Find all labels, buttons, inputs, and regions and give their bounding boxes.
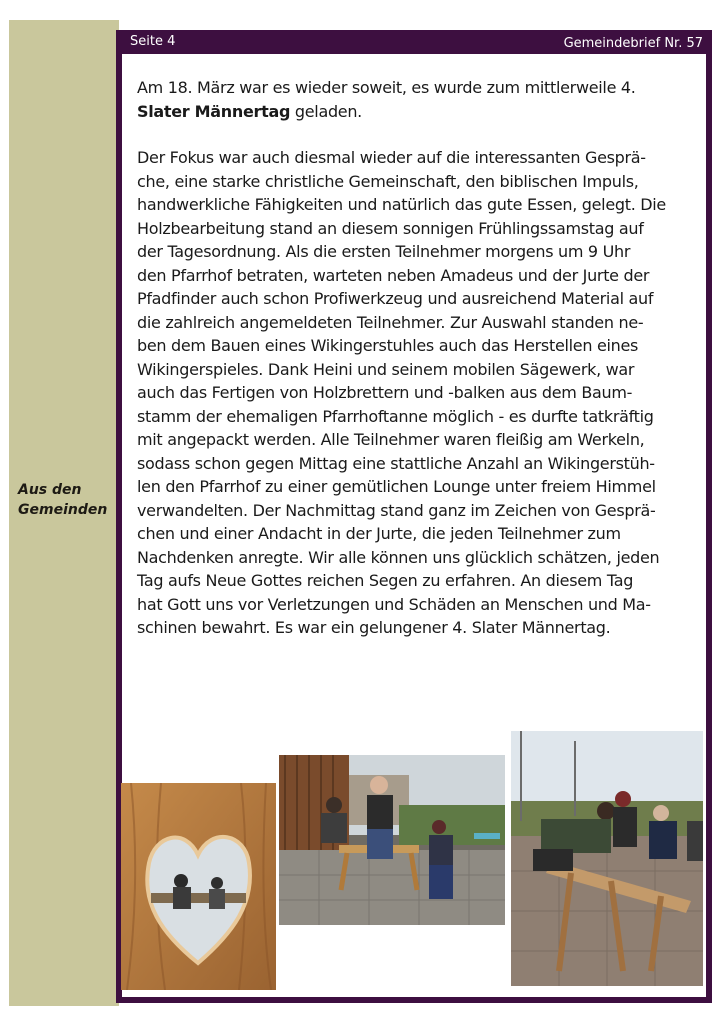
article-body-line: den Pfarrhof betraten, warteten neben Amadeus und der Jurte der — [137, 265, 650, 285]
event-name: Slater Männertag — [137, 101, 291, 121]
article-body-line: mit angepackt werden. Alle Teilnehmer waren fleißig am Werkeln, — [137, 430, 645, 449]
issue-number: Gemeindebrief Nr. 57 — [563, 36, 703, 51]
article-body-line: schinen bewahrt. Es war ein gelungener 4. Slater Männertag. — [137, 618, 611, 637]
article-body-line: len den Pfarrhof zu einer gemütlichen Lounge unter freiem Himmel — [137, 477, 656, 496]
article-body-line: stamm der ehemaligen Pfarrhoftanne möglich - es durfte tatkräftig — [137, 406, 654, 426]
article — [137, 76, 697, 640]
article-body-line: sodass schon gegen Mittag eine stattliche Anzahl an Wikingerstüh- — [137, 453, 655, 473]
page-number: Seite 4 — [130, 34, 176, 49]
intro-text: Am 18. März war es wieder soweit, es wurde zum mittlerweile 4. — [137, 78, 636, 97]
article-body-line: ben dem Bauen eines Wikingerstuhles auch das Herstellen eines — [137, 336, 639, 355]
article-body-line: die zahlreich angemeldeten Teilnehmer. Zur Auswahl standen ne- — [137, 312, 644, 332]
photo-group-working — [279, 755, 505, 925]
section-label-line1: Aus den — [18, 482, 82, 498]
section-label — [18, 480, 118, 520]
article-body — [137, 146, 697, 640]
article-body-line: Holzbearbeitung stand an diesem sonnigen Frühlingssamstag auf — [137, 218, 644, 238]
article-body-line: hat Gott uns vor Verletzungen und Schäden an Menschen und Ma- — [137, 594, 651, 614]
photo-heart-cutout — [121, 783, 276, 990]
section-label-line2: Gemeinden — [18, 502, 108, 518]
article-body-line: handwerkliche Fähigkeiten und natürlich das gute Essen, gelegt. Die — [137, 195, 666, 214]
article-body-line: Pfadfinder auch schon Profiwerkzeug und ausreichend Material auf — [137, 289, 654, 308]
article-body-line: auch das Fertigen von Holzbrettern und -balken aus dem Baum- — [137, 383, 633, 402]
article-intro — [137, 76, 697, 123]
article-body-line: Nachdenken anregte. Wir alle können uns glücklich schätzen, jeden — [137, 547, 660, 567]
intro-tail: geladen. — [290, 101, 362, 121]
page-header — [116, 30, 712, 54]
article-body-line: der Tagesordnung. Als die ersten Teilnehmer morgens um 9 Uhr — [137, 242, 631, 261]
article-body-line: Tag aufs Neue Gottes reichen Segen zu erfahren. An diesem Tag — [137, 571, 634, 590]
article-body-line: verwandelten. Der Nachmittag stand ganz im Zeichen von Gesprä- — [137, 500, 656, 520]
article-body-line: chen und einer Andacht in der Jurte, die jeden Teilnehmer zum — [137, 524, 621, 543]
article-body-line: Wikingerspieles. Dank Heini und seinem mobilen Sägewerk, war — [137, 359, 635, 379]
article-body-line: Der Fokus war auch diesmal wieder auf die interessanten Gesprä- — [137, 148, 646, 167]
article-body-line: che, eine starke christliche Gemeinschaft, den biblischen Impuls, — [137, 171, 639, 191]
photo-sawing-wood — [511, 731, 703, 986]
